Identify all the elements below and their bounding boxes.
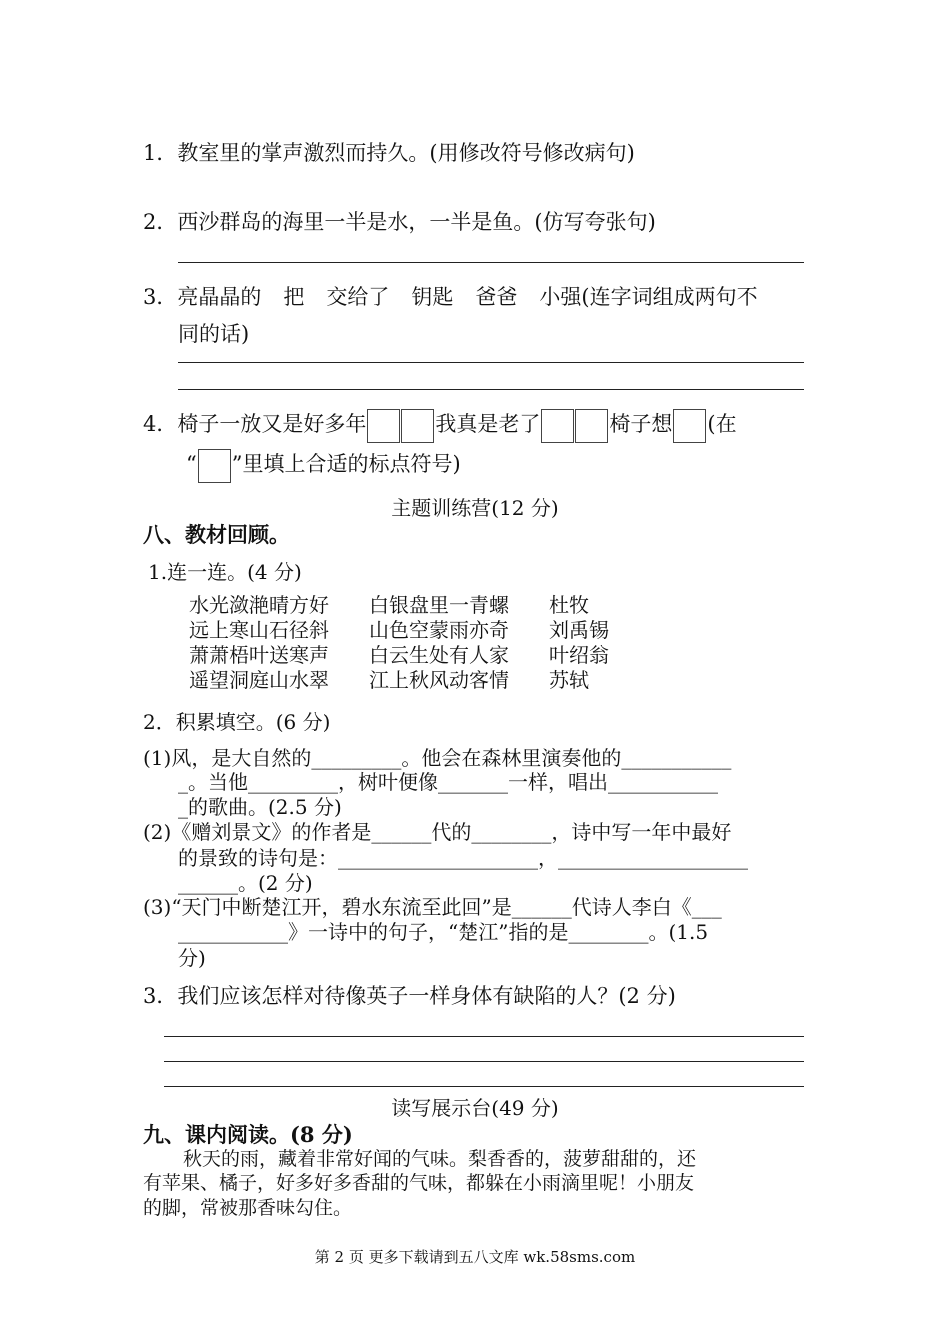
fill-blank-2-line1[interactable]: (2)《赠刘景文》的作者是______代的________，诗中写一年中最好 [143, 820, 732, 844]
fill-blank-1-line3[interactable]: _的歌曲。(2.5 分) [178, 795, 342, 819]
q8-2-title: 2．积累填空。(6 分) [143, 710, 331, 734]
punctuation-box[interactable] [575, 409, 608, 443]
fill-blank-3-line3: 分) [178, 946, 206, 970]
poem-line-right[interactable]: 白银盘里一青螺 [369, 593, 509, 617]
punctuation-box[interactable] [401, 409, 434, 443]
poem-row [189, 643, 609, 668]
punctuation-box[interactable] [673, 409, 706, 443]
q3-answer-line-1[interactable] [178, 362, 804, 363]
poem-line-right[interactable]: 白云生处有人家 [369, 643, 509, 667]
q4-line2 [186, 446, 461, 483]
punctuation-box[interactable] [541, 409, 574, 443]
q3-word: 亮晶晶的 [177, 285, 262, 309]
q4-text-1: 椅子一放又是好多年 [177, 412, 367, 436]
q3-word: 交给了 [326, 285, 390, 309]
fill-blank-2-line3[interactable]: ______。(2 分) [178, 871, 313, 895]
q8-3-title: 3．我们应该怎样对待像英子一样身体有缺陷的人？(2 分) [143, 984, 676, 1008]
q3-number: 3． [143, 285, 178, 309]
q4-text-2: 我真是老了 [435, 412, 541, 436]
poem-row [189, 668, 609, 693]
q8-3-answer-line-2[interactable] [164, 1061, 804, 1062]
passage-line: 有苹果、橘子，好多好多香甜的气味，都躲在小雨滴里呢！小朋友 [143, 1172, 695, 1194]
passage-line: 的脚，常被那香味勾住。 [143, 1197, 353, 1219]
q2 [143, 206, 656, 236]
fill-blank-3-line2[interactable]: ___________》一诗中的句子，“楚江”指的是________。(1.5 [178, 920, 709, 944]
q4-instruction: ”里填上合适的标点符号) [231, 452, 461, 476]
poem-line-left[interactable]: 水光潋滟晴方好 [189, 593, 329, 617]
section8-heading: 八、教材回顾。 [143, 522, 290, 547]
q4-text-3: 椅子想 [609, 412, 673, 436]
q3-word: 爸爸 [475, 285, 518, 309]
q3 [143, 281, 758, 311]
poem-line-right[interactable]: 山色空蒙雨亦奇 [369, 618, 509, 642]
poet-name[interactable]: 刘禹锡 [549, 618, 609, 642]
example-box [198, 449, 231, 483]
fill-blank-2-line2[interactable]: 的景致的诗句是：____________________，___________________ [178, 846, 748, 870]
q3-word: 小强(连字词组成两句不 [539, 285, 758, 309]
poem-line-left[interactable]: 萧萧梧叶送寒声 [189, 643, 329, 667]
q8-3-answer-line-3[interactable] [164, 1086, 804, 1087]
q1-text: 教室里的掌声激烈而持久。(用修改符号修改病句) [177, 141, 635, 165]
q4 [143, 406, 737, 443]
fill-blank-1-line2[interactable]: _。当他_________，树叶便像_______一样，唱出___________ [178, 770, 718, 794]
poem-line-left[interactable]: 遥望洞庭山水翠 [189, 668, 329, 692]
q2-answer-line[interactable] [178, 262, 804, 263]
q3-word: 把 [283, 285, 305, 309]
q1 [143, 137, 635, 167]
passage-line: 秋天的雨，藏着非常好闻的气味。梨香香的，菠萝甜甜的，还 [183, 1148, 697, 1170]
q3-line2: 同的话) [178, 322, 250, 346]
fill-blank-1-line1[interactable]: (1)风，是大自然的_________。他会在森林里演奏他的___________ [143, 746, 732, 770]
q8-3-answer-line-1[interactable] [164, 1036, 804, 1037]
poem-matching-table [189, 593, 609, 693]
theme-camp-title: 主题训练营(12 分) [391, 496, 559, 520]
read-write-title: 读写展示台(49 分) [391, 1096, 559, 1120]
q3-word: 钥匙 [411, 285, 454, 309]
poet-name[interactable]: 杜牧 [549, 593, 589, 617]
fill-blank-3-line1[interactable]: (3)“天门中断楚江开，碧水东流至此回”是______代诗人李白《___ [143, 895, 722, 919]
poem-line-right[interactable]: 江上秋风动客情 [369, 668, 509, 692]
punctuation-box[interactable] [367, 409, 400, 443]
q4-open-quote: “ [186, 452, 197, 476]
poem-row [189, 593, 609, 618]
q2-text: 西沙群岛的海里一半是水，一半是鱼。(仿写夸张句) [177, 210, 656, 234]
poet-name[interactable]: 叶绍翁 [549, 643, 609, 667]
q8-1-title: 1.连一连。(4 分) [148, 560, 302, 584]
q4-text-4: (在 [707, 412, 737, 436]
q4-number: 4． [143, 412, 178, 436]
page-footer: 第 2 页 更多下载请到五八文库 wk.58sms.com [314, 1248, 636, 1266]
q3-answer-line-2[interactable] [178, 389, 804, 390]
poet-name[interactable]: 苏轼 [549, 668, 589, 692]
poem-row [189, 618, 609, 643]
poem-line-left[interactable]: 远上寒山石径斜 [189, 618, 329, 642]
section9-heading: 九、课内阅读。(8 分) [143, 1122, 353, 1147]
q2-number: 2． [143, 210, 178, 234]
q1-number: 1． [143, 141, 178, 165]
